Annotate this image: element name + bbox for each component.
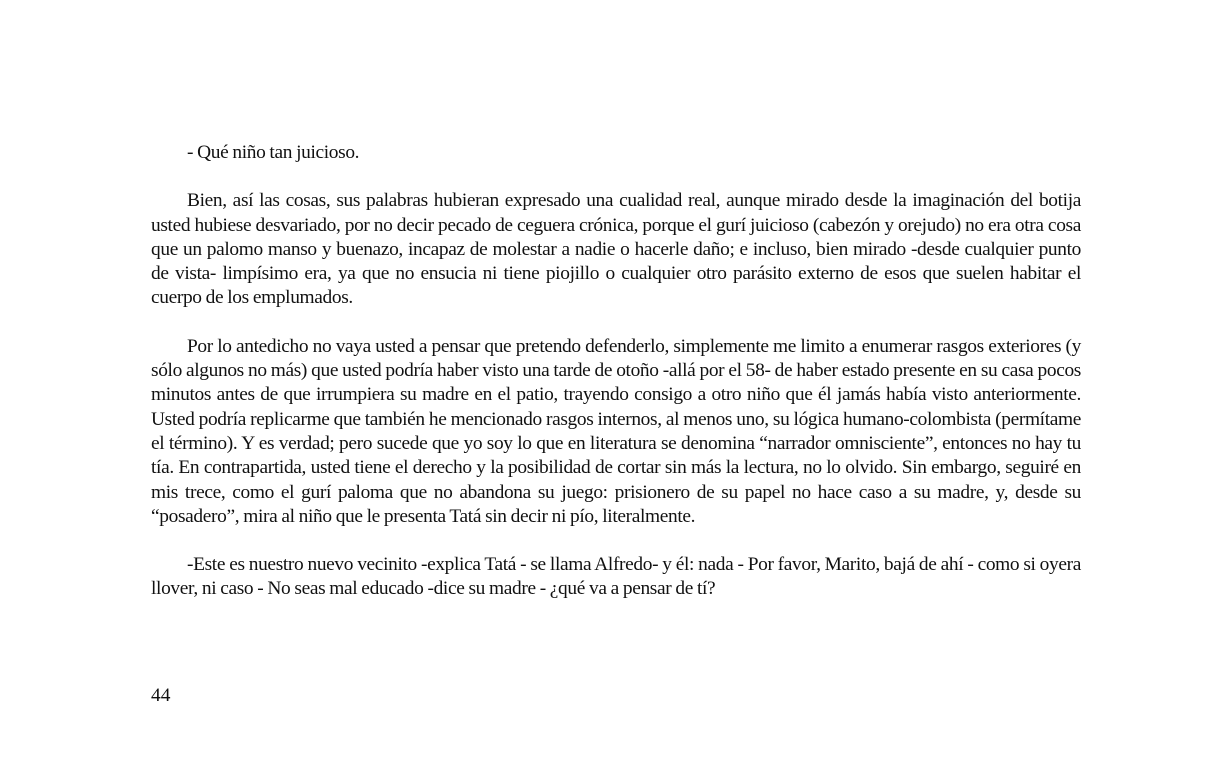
paragraph-dialogue-4: -Este es nuestro nuevo vecinito -explica Tatá - se llama Alfredo- y él: nada - Por favor, Marito, bajá de ahí - como si oyera llover, ni caso - No seas mal educado -dice su madre - ¿qué va a pensar de tí? — [151, 554, 1081, 600]
paragraph-dialogue-1: - Qué niño tan juicioso. — [187, 142, 360, 163]
paragraph-3: Por lo antedicho no vaya usted a pensar que pretendo defenderlo, simplemente me limito a enumerar rasgos exteriores (y sólo algunos no más) que usted podría haber visto una tarde de otoño -allá por el 58- de haber estado presente en su casa pocos minutos antes de que irrumpiera su madre en el patio, trayendo consigo a otro niño que él jamás había visto anteriormente. Usted podría replicarme que también he mencionado rasgos internos, al menos uno, su lógica humano-colombista (permítame el término). Y es verdad; pero sucede que yo soy lo que en literatura se denomina “narrador omnisciente”, entonces no hay tu tía. En contrapartida, usted tiene el derecho y la posibilidad de cortar sin más la lectura, no lo olvido. Sin embargo, seguiré en mis trece, como el gurí paloma que no abandona su juego: prisionero de su papel no hace caso a su madre, y, desde su “posadero”, mira al niño que le presenta Tatá sin decir ni pío, literalmente. — [151, 335, 1081, 527]
paragraph-2: Bien, así las cosas, sus palabras hubieran expresado una cualidad real, aunque mirado desde la imaginación del botija usted hubiese desvariado, por no decir pecado de ceguera crónica, porque el gurí juicioso (cabezón y orejudo) no era otra cosa que un palomo manso y buenazo, incapaz de molestar a nadie o hacerle daño; e incluso, bien mirado -desde cualquier punto de vista- limpísimo era, ya que no ensucia ni tiene piojillo o cualquier otro parásito externo de esos que suelen habitar el cuerpo de los emplumados. — [151, 190, 1081, 309]
body-text — [151, 141, 1081, 602]
page-number: 44 — [151, 685, 171, 706]
